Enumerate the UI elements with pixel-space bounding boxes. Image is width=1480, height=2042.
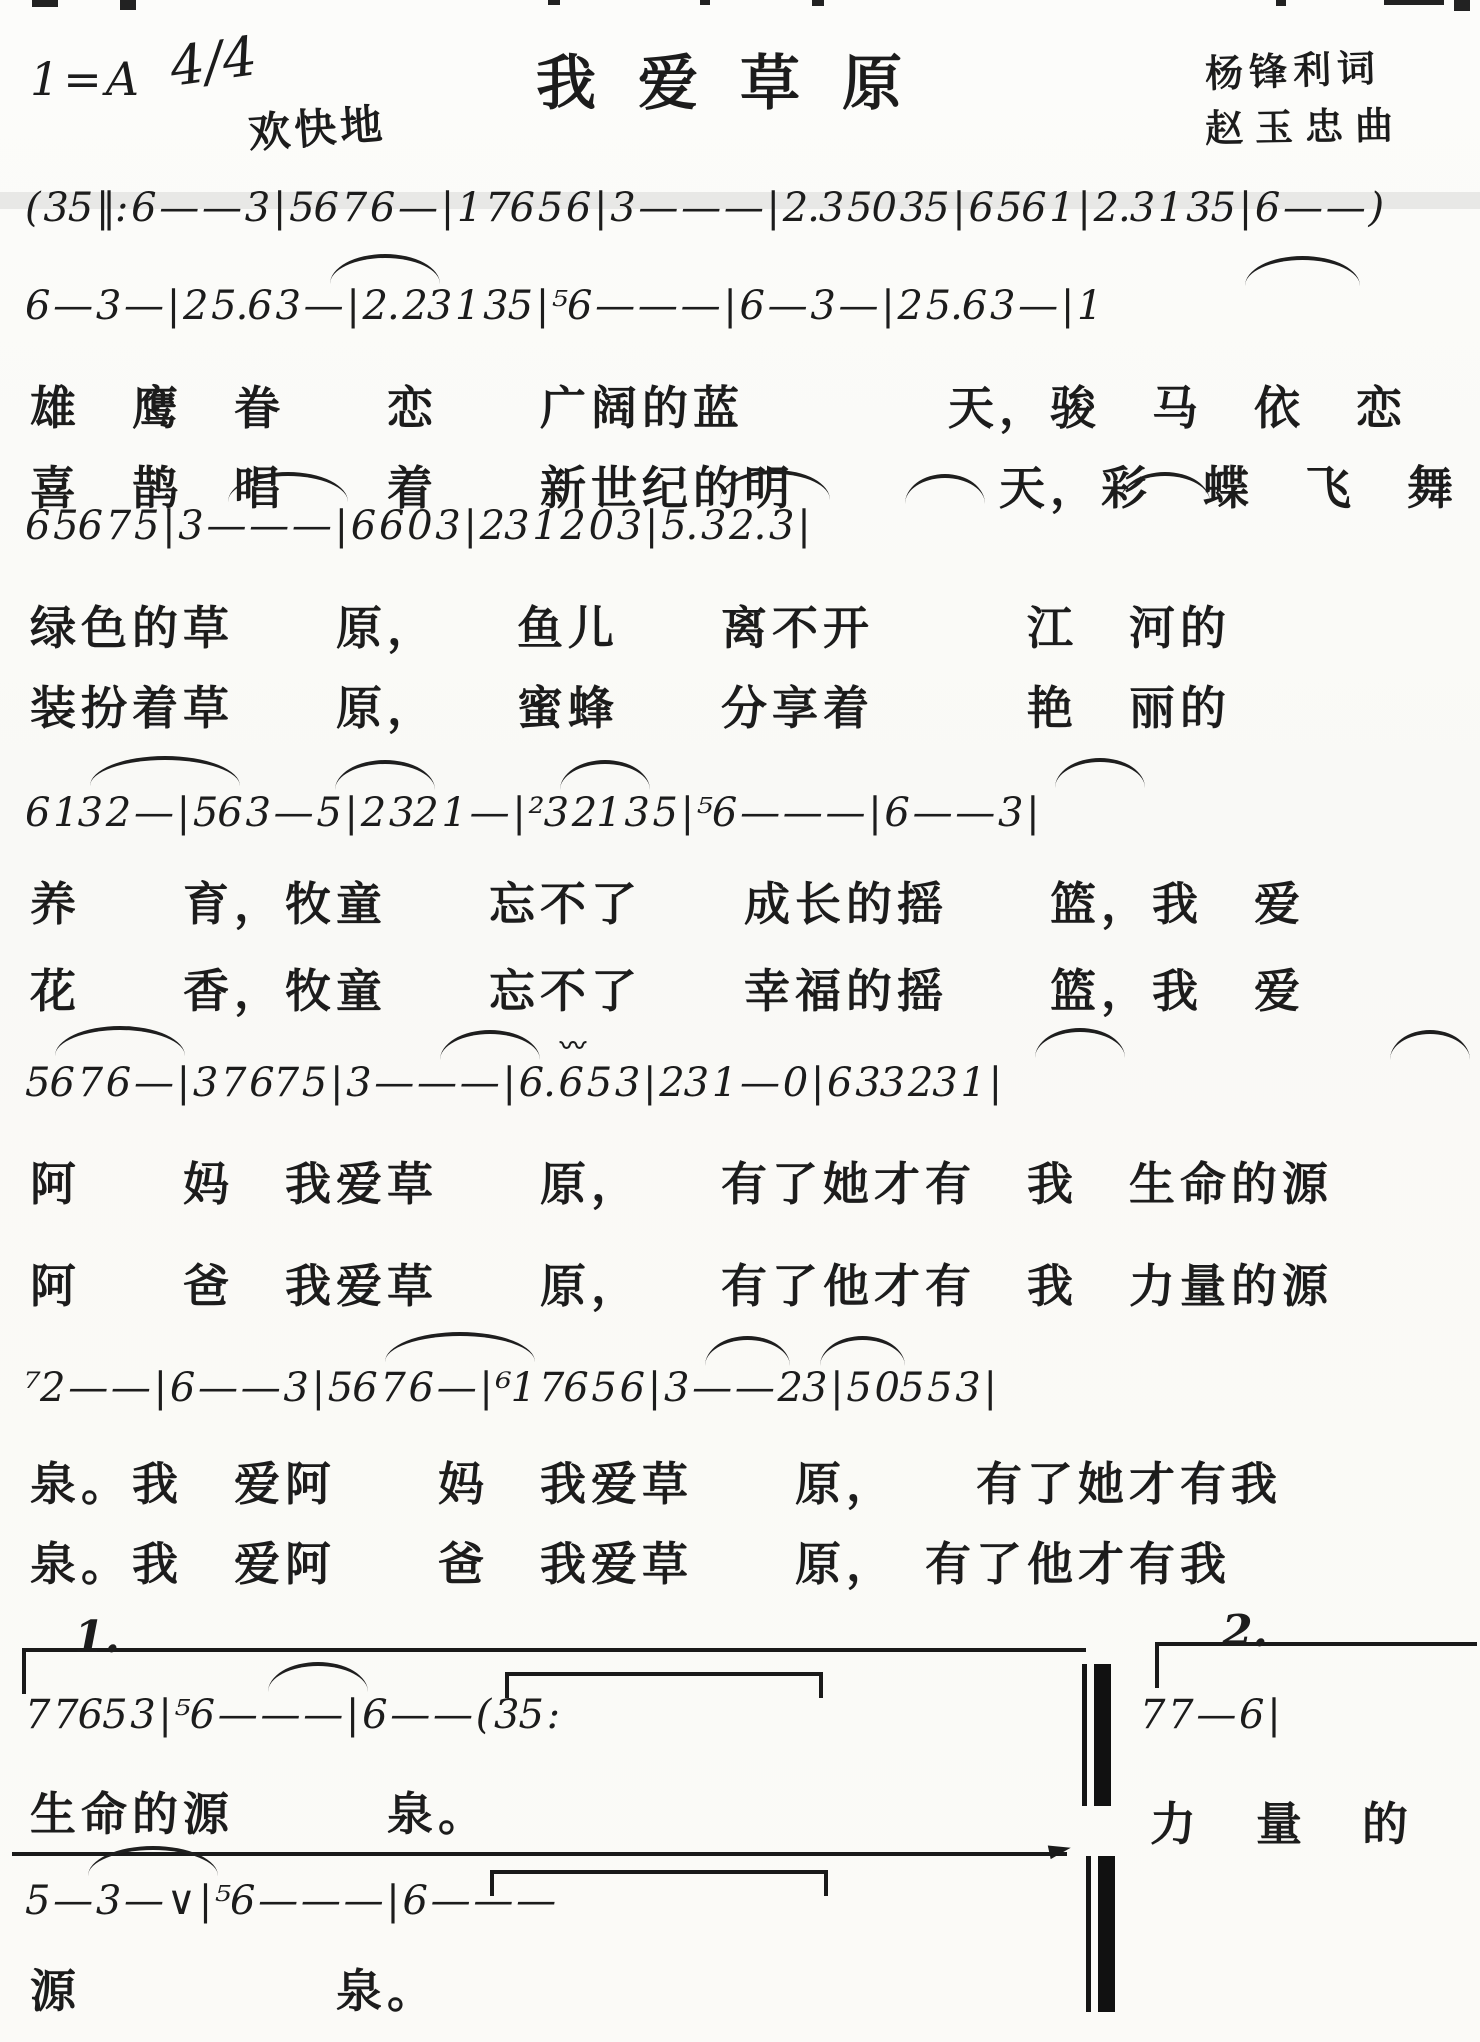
- barline-thick: [1094, 1664, 1111, 1806]
- volta-1-label: 1.: [74, 1612, 120, 1663]
- lyrics-line-verse1: 绿色的草 原， 鱼儿 离不开 江 河的: [30, 603, 1231, 654]
- barline-thin: [1082, 1664, 1087, 1806]
- volta-2-label: 2.: [1222, 1606, 1268, 1657]
- lyrics-line-ending1: 生命的源 泉。: [30, 1789, 489, 1840]
- lyrics-line-verse2: 花 香，牧童 忘不了 幸福的摇 篮，我 爱: [30, 966, 1305, 1017]
- notation-line-2: 6 — 3 — | 2 5.6 3 — | 2. 23 1 35 | ⁵6 — — — | 6 — 3 — | 2 5.6 3 — | 1: [25, 283, 1102, 329]
- slur-arc: [330, 254, 440, 284]
- scan-artifact: [32, 0, 58, 7]
- slur-arc: [335, 760, 435, 790]
- time-signature: 4/4: [166, 24, 261, 99]
- slur-arc: [1245, 256, 1360, 286]
- scan-artifact: [812, 0, 824, 6]
- slur-arc: [385, 1332, 535, 1362]
- mordent-ornament: 〰: [560, 1032, 587, 1061]
- lyrics-line-verse1: 泉。我 爱阿 妈 我爱草 原， 有了她才有我: [30, 1459, 1282, 1510]
- slur-arc: [705, 1336, 790, 1366]
- scan-artifact: [1454, 0, 1470, 11]
- slur-arc: [1390, 1030, 1470, 1060]
- slur-arc: [820, 1336, 905, 1366]
- notation-line-8: 5 — 3 — ∨ | ⁵6 — — — | 6 — — —: [25, 1878, 556, 1924]
- notation-line-7-ending1: 7 765 3 | ⁵6 — — — | 6 — — ( 35 :: [25, 1692, 560, 1738]
- scan-artifact: [548, 0, 560, 5]
- lyrics-line-ending2: 力量的: [1150, 1799, 1468, 1850]
- notation-line-4: 6 13 2 — | 56 3 — 5 | 2 32 1 — | ²3 21 3 5 | ⁵6 — — — | 6 — — 3 |: [25, 790, 1039, 836]
- slur-arc: [560, 760, 650, 790]
- arrowhead: [1048, 1841, 1072, 1859]
- lyrics-line-verse1: 养 育，牧童 忘不了 成长的摇 篮，我 爱: [30, 879, 1305, 930]
- scan-artifact: [700, 0, 710, 5]
- lyricist-credit: 杨锋利词: [1204, 47, 1382, 97]
- slur-arc: [1055, 758, 1145, 788]
- scan-artifact: [1384, 0, 1444, 5]
- lyrics-line-final: 源 泉。: [30, 1966, 438, 2017]
- song-title: 我爱草原: [536, 51, 944, 117]
- notation-line-3: 6 56 7 5 | 3 — — — | 6 6 0 3 | 23 1 2 0 3 | 5. 3 2. 3 |: [25, 503, 810, 549]
- key-signature: 1=A: [30, 52, 144, 106]
- slur-arc: [90, 756, 240, 786]
- notation-line-5: 56 7 6 — | 3 7 67 5 | 3 — — — | 6. 6 5 3 | 23 1 — 0 | 6 33 23 1 |: [25, 1060, 1002, 1106]
- notation-line-6: ⁷2 — — | 6 — — 3 | 56 7 6 — | ⁶1 76 5 6 | 3 — — 23 | 5 05 5 3 |: [25, 1365, 996, 1411]
- lyrics-line-verse1: 雄 鹰 眷 恋 广阔的蓝 天，骏 马 依 恋: [30, 383, 1407, 434]
- notation-line-7-ending2: 7 7 — 6 |: [1140, 1692, 1280, 1738]
- scan-artifact: [1276, 0, 1286, 6]
- volta-2-bracket: [1155, 1642, 1477, 1688]
- slur-arc: [440, 1030, 540, 1060]
- tempo-marking: 欢快地: [246, 102, 388, 158]
- lyrics-line-verse2: 装扮着草 原， 蜜蜂 分享着 艳 丽的: [30, 683, 1231, 734]
- lyrics-line-verse1: 阿 妈 我爱草 原， 有了她才有 我 生命的源: [30, 1159, 1333, 1210]
- slur-arc: [88, 1846, 218, 1876]
- lyrics-line-verse2: 泉。我 爱阿 爸 我爱草 原， 有了他才有我: [30, 1539, 1231, 1590]
- slur-arc: [1035, 1028, 1125, 1058]
- slur-arc: [55, 1026, 185, 1056]
- composer-credit: 赵玉忠曲: [1204, 105, 1406, 151]
- lyrics-line-verse2: 阿 爸 我爱草 原， 有了他才有 我 力量的源: [30, 1261, 1333, 1312]
- notation-line-1: ( 35 ‖: 6 — — 3 | 56 7 6 — | 1 76 5 6 | 3 — — — | 2.3 50 35 | 6 56 1 | 2.3 1 35 | 6 — — ): [25, 185, 1384, 231]
- lyrics-line-verse2: 喜 鹊 唱 着 新世纪的明 天，彩 蝶 飞 舞: [30, 463, 1458, 514]
- scan-artifact: [120, 0, 136, 10]
